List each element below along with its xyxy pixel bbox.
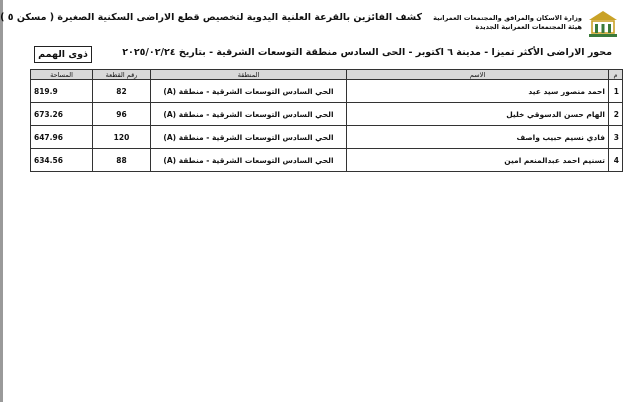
column-header-name: الاسم (347, 70, 609, 80)
report-title: كشف الفائزين بالقرعة العلنية اليدوية لتخصيص قطع الاراضى السكنية الصغيرة ( مسكن ٥ ) (0, 12, 422, 23)
row-number: 2 (609, 103, 623, 126)
table-row (31, 126, 623, 149)
group-label-box: ذوى الهمم (34, 46, 92, 63)
district-name: الحي السادس التوسعات الشرقية - منطقة (A) (151, 149, 347, 172)
document-page (0, 8, 622, 172)
winner-name: الهام حسن الدسوقي خليل (347, 103, 609, 126)
subheader (30, 46, 622, 64)
district-name: الحي السادس التوسعات الشرقية - منطقة (A) (151, 80, 347, 103)
plot-size: 819.9 (31, 80, 93, 103)
table-row (31, 149, 623, 172)
column-header-area: المنطقة (151, 70, 347, 80)
table-row (31, 103, 623, 126)
winner-name: احمد منصور سيد عيد (347, 80, 609, 103)
plot-number: 96 (93, 103, 151, 126)
plot-size: 673.26 (31, 103, 93, 126)
left-edge-rule (0, 0, 3, 402)
ministry-line: وزارة الاسكان والمرافق والمجتمعات العمرانية (433, 14, 582, 22)
row-number: 4 (609, 149, 623, 172)
document-header (0, 8, 622, 46)
table-row (31, 80, 623, 103)
column-header-number: م (609, 70, 623, 80)
authority-line: هيئة المجتمعات العمرانية الجديدة (475, 23, 582, 31)
plot-number: 82 (93, 80, 151, 103)
row-number: 1 (609, 80, 623, 103)
district-name: الحي السادس التوسعات الشرقية - منطقة (A) (151, 126, 347, 149)
column-header-size: المساحة (31, 70, 93, 80)
district-name: الحي السادس التوسعات الشرقية - منطقة (A) (151, 103, 347, 126)
report-subtitle: محور الاراضى الأكثر تميزا - مدينة ٦ اكتوبر - الحى السادس منطقة التوسعات الشرقية - بتاريخ ٢٠٢٥/٠٢/٢٤ (122, 47, 612, 58)
table-header-row (31, 70, 623, 80)
column-header-plot: رقم القطعة (93, 70, 151, 80)
plot-size: 647.96 (31, 126, 93, 149)
winner-name: تسنيم احمد عبدالمنعم امين (347, 149, 609, 172)
plot-number: 88 (93, 149, 151, 172)
plot-size: 634.56 (31, 149, 93, 172)
ministry-name (432, 14, 582, 32)
row-number: 3 (609, 126, 623, 149)
ministry-logo-icon (586, 8, 620, 42)
winner-name: فادي نسيم حبيب واصف (347, 126, 609, 149)
plot-number: 120 (93, 126, 151, 149)
winners-table (30, 69, 623, 172)
